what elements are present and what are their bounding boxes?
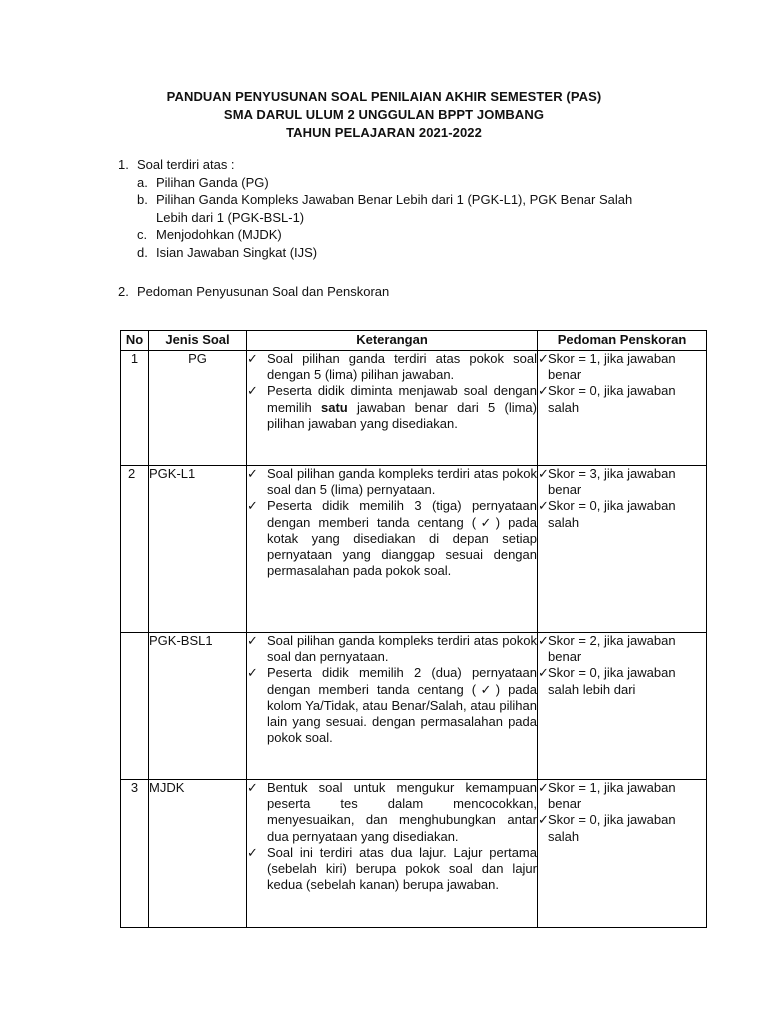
cell-no: 2 (121, 466, 149, 633)
check-icon: ✓ (538, 498, 549, 514)
doc-title: PANDUAN PENYUSUNAN SOAL PENILAIAN AKHIR SEMESTER (PAS) (166, 89, 602, 104)
check-icon: ✓ (538, 665, 549, 681)
document-header (0, 88, 768, 142)
check-icon: ✓ (538, 466, 549, 481)
cell-no (121, 633, 149, 780)
section-heading: Soal terdiri atas : (137, 157, 235, 172)
check-icon: ✓ (247, 383, 258, 399)
check-icon: ✓ (538, 351, 549, 366)
cell-jenis: PGK-L1 (149, 466, 247, 633)
table-row (121, 780, 707, 928)
table-header-row (121, 331, 707, 351)
table-row (121, 633, 707, 780)
check-icon: ✓ (538, 383, 549, 399)
cell-keterangan: ✓ Soal pilihan ganda terdiri atas pokok soal dengan 5 (lima) pilihan jawaban. ✓ Peserta didik diminta menjawab soal dengan memilih satu jawaban benar dari 5 (lima) pilihan jawaban yang disediakan. (247, 351, 538, 466)
list-item: c. Menjodohkan (MJDK) (137, 227, 282, 242)
scoring-table (120, 330, 707, 928)
col-header-keterangan: Keterangan (247, 331, 538, 351)
check-icon: ✓ (538, 780, 549, 795)
col-header-no: No (121, 331, 149, 351)
cell-no: 3 (121, 780, 149, 928)
check-icon: ✓ (247, 844, 258, 860)
academic-year: TAHUN PELAJARAN 2021-2022 (286, 125, 482, 140)
cell-jenis: PGK-BSL1 (149, 633, 247, 780)
cell-keterangan: ✓ Bentuk soal untuk mengukur kemampuan peserta tes dalam mencocokkan, menyesuaikan, dan menghubungkan antar dua pernyataan yang disediakan. ✓ Soal ini terdiri atas dua lajur. Lajur pertama (sebelah kiri) berupa pokok soal dan lajur kedua (sebelah kanan) berupa jawaban. (247, 780, 538, 928)
cell-keterangan: ✓ Soal pilihan ganda kompleks terdiri atas pokok soal dan pernyataan. ✓ Peserta didik memilih 2 (dua) pernyataan dengan memberi tanda centang (✓) pada kolom Ya/Tidak, atau Benar/Salah, atau pilihan lain yang sesuai. dengan permasalahan pada pokok soal. (247, 633, 538, 780)
cell-jenis: MJDK (149, 780, 247, 928)
school-name: SMA DARUL ULUM 2 UNGGULAN BPPT JOMBANG (223, 107, 545, 122)
list-item: b. Pilihan Ganda Kompleks Jawaban Benar Lebih dari 1 (PGK-L1), PGK Benar Salah Lebih dari 1 (PGK-BSL-1) (137, 192, 633, 225)
table-row (121, 466, 707, 633)
cell-pedoman: ✓ Skor = 2, jika jawaban benar ✓ Skor = 0, jika jawaban salah lebih dari (538, 633, 707, 780)
check-icon: ✓ (247, 498, 258, 514)
section-question-types (118, 156, 658, 261)
section-heading: Pedoman Penyusunan Soal dan Penskoran (137, 284, 390, 299)
check-icon: ✓ (247, 665, 258, 681)
table-row (121, 351, 707, 466)
cell-jenis: PG (149, 351, 247, 466)
cell-pedoman: ✓ Skor = 3, jika jawaban benar ✓ Skor = 0, jika jawaban salah (538, 466, 707, 633)
cell-no: 1 (121, 351, 149, 466)
check-icon: ✓ (247, 633, 258, 648)
list-item: d. Isian Jawaban Singkat (IJS) (137, 244, 318, 260)
cell-keterangan: ✓ Soal pilihan ganda kompleks terdiri atas pokok soal dan 5 (lima) pernyataan. ✓ Peserta didik memilih 3 (tiga) pernyataan dengan memberi tanda centang (✓) pada kotak yang disediakan di depan setiap pernyataan yang dianggap sesuai dengan permasalahan pada pokok soal. (247, 466, 538, 633)
section-number: 2. (118, 284, 129, 299)
section-number: 1. (118, 157, 129, 172)
cell-pedoman: ✓ Skor = 1, jika jawaban benar ✓ Skor = 0, jika jawaban salah (538, 351, 707, 466)
cell-pedoman: ✓ Skor = 1, jika jawaban benar ✓ Skor = 0, jika jawaban salah (538, 780, 707, 928)
check-icon: ✓ (247, 780, 258, 795)
check-icon: ✓ (247, 351, 258, 366)
check-icon: ✓ (538, 812, 549, 828)
section-guidelines (118, 283, 389, 300)
check-icon: ✓ (247, 466, 258, 481)
col-header-jenis: Jenis Soal (149, 331, 247, 351)
col-header-pedoman: Pedoman Penskoran (538, 331, 707, 351)
list-item: a. Pilihan Ganda (PG) (137, 174, 269, 190)
check-icon: ✓ (538, 633, 549, 648)
